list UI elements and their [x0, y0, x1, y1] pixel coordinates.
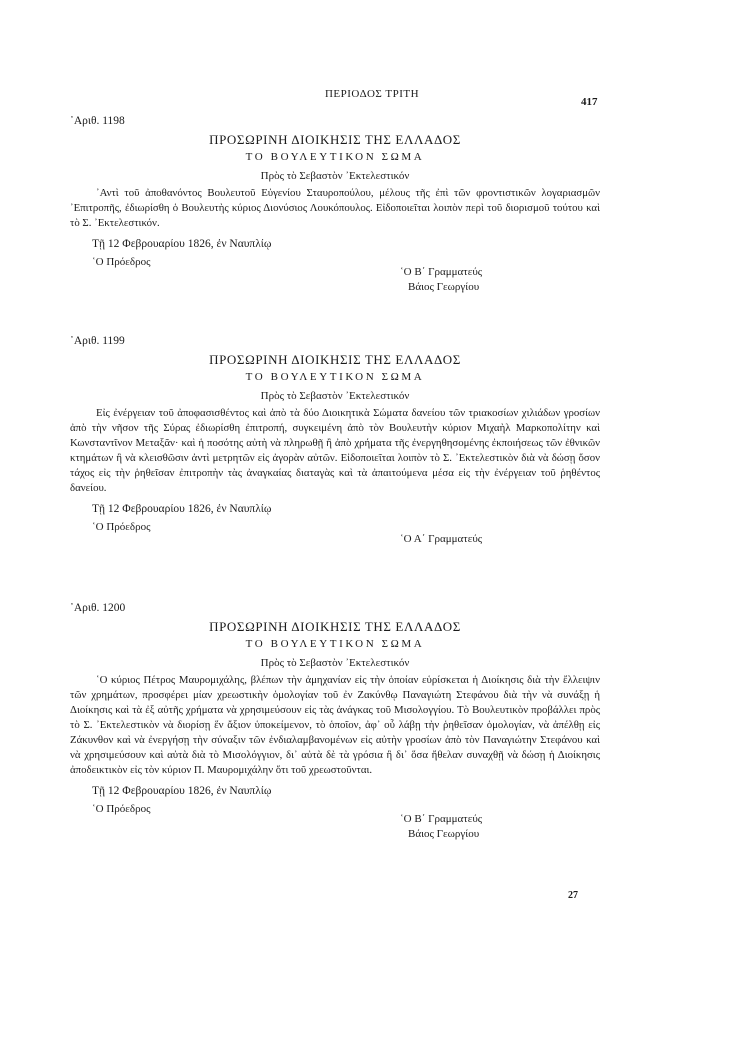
- signer-secretary-title: ῾Ο Β΄ Γραμματεύς: [400, 265, 483, 278]
- signer-secretary-title: ῾Ο Α΄ Γραμματεύς: [400, 532, 483, 545]
- document-number: ᾿Αριθ. 1200: [70, 602, 126, 614]
- document-recipient: Πρὸς τὸ Σεβαστὸν ᾿Εκτελεστικόν: [260, 656, 410, 669]
- document-entry-1200: [70, 601, 600, 840]
- document-body: ῾Ο κύριος Πέτρος Μαυρομιχάλης, βλέπων τὴν ἀμηχανίαν εἰς τὴν ὁποίαν εὑρίσκεται ἡ Διοίκησις διὰ τὴν ἔλλειψιν τῶν χρημάτων, προσφέρει μίαν χρεωστικὴν ὁμολογίαν τοῦ ἐν Ζακύνθῳ Παναγιώτη Στεφάνου διὰ τὴν νὰ συνάξῃ ἡ Διοίκησις καὶ τὰ ἐξ αὐτῆς χρήματα νὰ χρησιμεύσουν εἰς τὰς ἀνάγκας τοῦ Μισολογγίου. Τὸ Βουλευτικὸν προβάλλει πρὸς τὸ Σ. ᾿Εκτελεστικὸν νὰ διορίσῃ ἕν ἄξιον ὑποκείμενον, τὸ ὁποῖον, ἀφ᾿ οὗ λάβῃ τὴν ῥηθεῖσαν ὁμολογίαν, νὰ ἀπέλθῃ εἰς Ζάκυνθον καὶ νὰ ἐνεργήσῃ τὴν σύναξιν τῶν ἐνδιαλαμβανομένων εἰς αὐτὴν γροσίων ἀπὸ τὸν Παναγιώτην Στεφάνου καὶ νὰ χρησιμεύσουν καὶ αὐτὰ διὰ τὸ Μισολόγγιον, δι᾿ αὐτὰ δὲ τὰ γρόσια ἢ δι᾿ ὅσα ἤθελαν συναχθῇ νὰ δώσῃ ἡ Διοίκησις ἀποδεικτικὸν εἰς τὸν κύριον Π. Μαυρομιχάλην ὅτι τοῦ χρεωστοῦνται.: [70, 674, 600, 776]
- signer-secretary: [400, 812, 482, 843]
- signer-secretary-name: Βάιος Γεωργίου: [408, 281, 480, 293]
- page-number: 417: [581, 96, 598, 108]
- document-heading: ΠΡΟΣΩΡΙΝΗ ΔΙΟΙΚΗΣΙΣ ΤΗΣ ΕΛΛΑΔΟΣ: [209, 131, 461, 147]
- document-date: Τῇ 12 Φεβρουαρίου 1826, ἐν Ναυπλίῳ: [92, 503, 272, 515]
- signature-block: [70, 255, 600, 293]
- document-entry-1198: [70, 114, 600, 293]
- document-subheading: ΤΟ ΒΟΥΛΕΥΤΙΚΟΝ ΣΩΜΑ: [245, 151, 425, 163]
- signer-president: ῾Ο Πρόεδρος: [92, 802, 151, 815]
- document-heading: ΠΡΟΣΩΡΙΝΗ ΔΙΟΙΚΗΣΙΣ ΤΗΣ ΕΛΛΑΔΟΣ: [209, 618, 461, 634]
- document-recipient: Πρὸς τὸ Σεβαστὸν ᾿Εκτελεστικόν: [260, 169, 410, 182]
- running-head: ΠΕΡΙΟΔΟΣ ΤΡΙΤΗ: [324, 88, 420, 100]
- document-number: ᾿Αριθ. 1199: [70, 335, 125, 347]
- signer-president: ῾Ο Πρόεδρος: [92, 520, 151, 533]
- document-subheading: ΤΟ ΒΟΥΛΕΥΤΙΚΟΝ ΣΩΜΑ: [245, 371, 425, 383]
- signature-block: [70, 520, 600, 554]
- signer-secretary: [400, 265, 482, 296]
- document-recipient: Πρὸς τὸ Σεβαστὸν ᾿Εκτελεστικόν: [260, 389, 410, 402]
- document-number: ᾿Αριθ. 1198: [70, 115, 125, 127]
- signer-secretary: [400, 532, 482, 548]
- signer-secretary-title: ῾Ο Β΄ Γραμματεύς: [400, 812, 483, 825]
- document-body: ᾿Αντὶ τοῦ ἀποθανόντος Βουλευτοῦ Εὐγενίου Σταυροπούλου, μέλους τῆς ἐπὶ τῶν φροντιστικῶν λογαριασμῶν ᾿Επιτροπῆς, ἐδιωρίσθη ὁ Βουλευτὴς κύριος Διονύσιος Λουκόπουλος. Εἰδοποιεῖται λοιπὸν περὶ τοῦ διορισμοῦ τούτου καὶ τὸ Σ. ᾿Εκτελεστικόν.: [70, 187, 600, 229]
- signer-secretary-name: Βάιος Γεωργίου: [408, 828, 480, 840]
- signer-president: ῾Ο Πρόεδρος: [92, 255, 151, 268]
- document-subheading: ΤΟ ΒΟΥΛΕΥΤΙΚΟΝ ΣΩΜΑ: [245, 638, 425, 650]
- folio-number: 27: [568, 890, 578, 901]
- document-entry-1199: [70, 334, 600, 554]
- signature-block: [70, 802, 600, 840]
- document-date: Τῇ 12 Φεβρουαρίου 1826, ἐν Ναυπλίῳ: [92, 238, 272, 250]
- document-body: Εἰς ἐνέργειαν τοῦ ἀποφασισθέντος καὶ ἀπὸ τὰ δύο Διοικητικὰ Σώματα δανείου τῶν τριακοσίων χιλιάδων γροσίων ἀπὸ τὴν νῆσον τῆς Σύρας ἐδιωρίσθη ἐπιτροπή, συγκειμένη ἀπὸ τὸν Βουλευτὴν κύριον Μιχαὴλ Μαρκοπολίτην καὶ Κωνσταντῖνον Μεταξᾶν· καὶ ἡ ποσότης αὐτὴ νὰ πληρωθῇ ἢ ἀπὸ χρήματα τῆς ἐνεργηθησομένης ἐκποιήσεως τῶν ἐθνικῶν κτημάτων ἢ νὰ κλεισθῶσιν ἀντὶ μετρητῶν εἰς ἀγορὰν αὐτῶν. Εἰδοποιεῖται λοιπὸν τὸ Σ. ᾿Εκτελεστικὸν διὰ νὰ δώσῃ ὅσον τάχος εἰς τὴν ῥηθεῖσαν ἐπιτροπὴν τὰς ἀναγκαίας διαταγὰς καὶ τὰ ἀπαιτούμενα μέσα εἰς τὴν ἐνέργειαν τοῦ ῥηθέντος δανείου.: [70, 407, 600, 494]
- document-heading: ΠΡΟΣΩΡΙΝΗ ΔΙΟΙΚΗΣΙΣ ΤΗΣ ΕΛΛΑΔΟΣ: [209, 351, 461, 367]
- document-date: Τῇ 12 Φεβρουαρίου 1826, ἐν Ναυπλίῳ: [92, 785, 272, 797]
